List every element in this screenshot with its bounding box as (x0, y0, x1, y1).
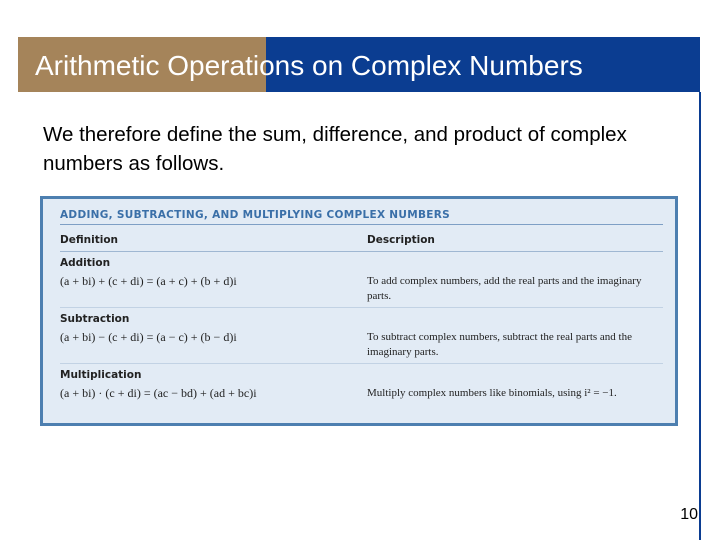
subtraction-description: To subtract complex numbers, subtract the real parts and the imaginary parts. (367, 331, 632, 358)
intro-text: We therefore define the sum, difference, and product of complex numbers as follows. (43, 123, 627, 175)
right-vertical-rule (699, 92, 701, 540)
multiplication-label: Multiplication (60, 369, 142, 381)
heading-divider (60, 224, 663, 225)
addition-description: To add complex numbers, add the real parts and the imaginary parts. (367, 275, 642, 302)
column-header-divider (60, 251, 663, 252)
box-heading: ADDING, SUBTRACTING, AND MULTIPLYING COMPLEX NUMBERS (60, 209, 450, 221)
row-divider (60, 307, 663, 308)
subtraction-formula: (a + bi) − (c + di) = (a − c) + (b − d)i (60, 330, 237, 344)
addition-formula: (a + bi) + (c + di) = (a + c) + (b + d)i (60, 274, 237, 288)
definition-box (40, 196, 678, 426)
subtraction-label: Subtraction (60, 313, 130, 325)
title-bar (18, 37, 700, 92)
column-header-definition: Definition (60, 234, 119, 246)
definition-box-inner (43, 199, 675, 423)
slide-title: Arithmetic Operations on Complex Numbers (35, 50, 583, 81)
addition-label: Addition (60, 257, 111, 269)
multiplication-description: Multiply complex numbers like binomials, using i² = −1. (367, 387, 617, 399)
page-number: 10 (680, 506, 698, 523)
multiplication-formula: (a + bi) · (c + di) = (ac − bd) + (ad + bc)i (60, 386, 257, 400)
column-header-description: Description (367, 234, 435, 246)
row-divider (60, 363, 663, 364)
